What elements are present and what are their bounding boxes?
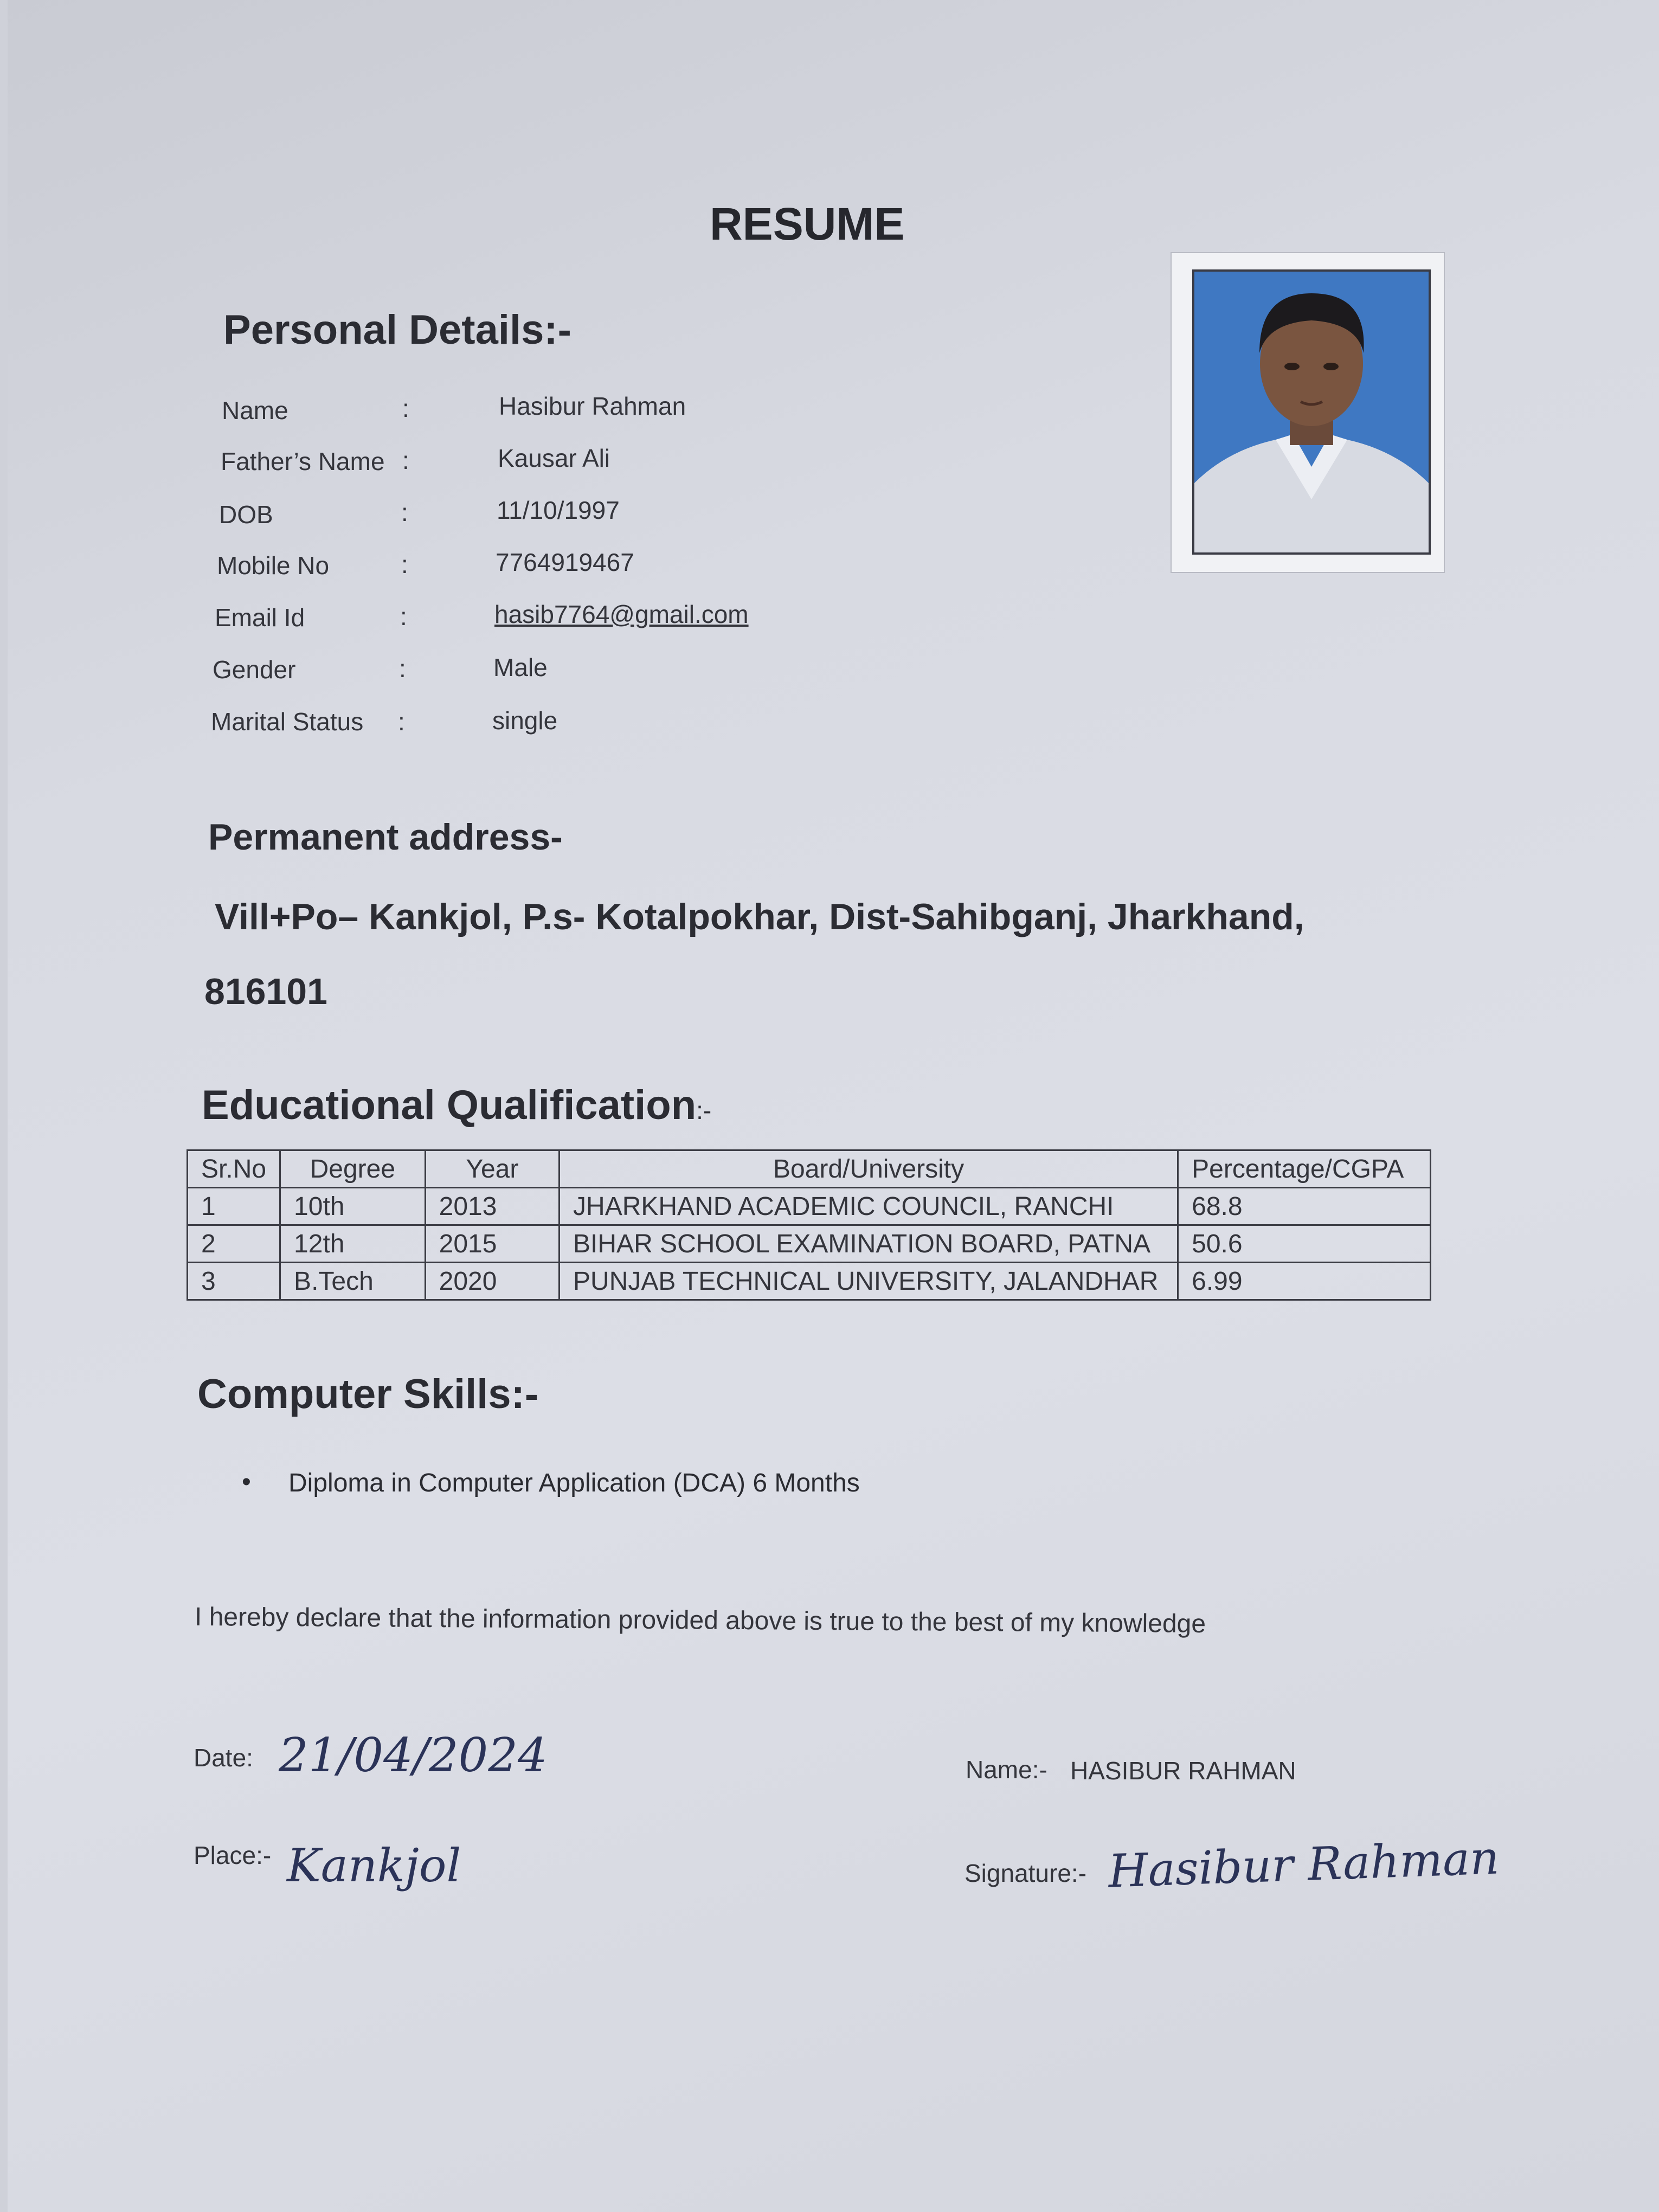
signature-handwritten: Hasibur Rahman: [1107, 1831, 1500, 1898]
label-email: Email Id: [215, 603, 305, 632]
label-name: Name: [222, 396, 288, 425]
date-handwritten: 21/04/2024: [279, 1728, 548, 1783]
person-portrait-icon: [1194, 272, 1429, 552]
resume-page: [8, 0, 1659, 2212]
cell-degree: B.Tech: [280, 1263, 426, 1300]
cell-degree: 10th: [280, 1188, 426, 1225]
value-mobile: 7764919467: [496, 548, 634, 576]
value-father-name: Kausar Ali: [498, 444, 610, 472]
label-gender: Gender: [213, 655, 296, 684]
column-header: Board/University: [560, 1150, 1178, 1188]
cell-year: 2020: [425, 1263, 559, 1300]
label-father-name: Father’s Name: [221, 447, 385, 475]
address-heading: Permanent address-: [208, 816, 563, 858]
cell-percentage: 50.6: [1178, 1225, 1431, 1263]
colon: :: [401, 498, 408, 526]
address-line-2: 816101: [204, 971, 327, 1012]
cell-percentage: 6.99: [1178, 1263, 1431, 1300]
page-title: RESUME: [710, 198, 905, 249]
cell-board: JHARKHAND ACADEMIC COUNCIL, RANCHI: [560, 1188, 1178, 1225]
footer-name-label: Name:-: [966, 1756, 1047, 1784]
table-header-row: [188, 1150, 1431, 1188]
cell-board: PUNJAB TECHNICAL UNIVERSITY, JALANDHAR: [560, 1263, 1178, 1300]
cell-percentage: 68.8: [1178, 1188, 1431, 1225]
cell-sr-no: 1: [188, 1188, 280, 1225]
colon: :: [399, 654, 406, 683]
signature-label: Signature:-: [964, 1859, 1087, 1887]
education-heading-text: Educational Qualification: [202, 1082, 697, 1128]
profile-photo-frame: [1171, 252, 1445, 573]
column-header: Percentage/CGPA: [1178, 1150, 1431, 1188]
skill-item: Diploma in Computer Application (DCA) 6 Months: [288, 1469, 860, 1497]
place-label: Place:-: [194, 1841, 272, 1869]
bullet-icon: •: [242, 1468, 251, 1496]
column-header: Sr.No: [188, 1150, 280, 1188]
column-header: Degree: [280, 1150, 426, 1188]
colon: :: [402, 446, 409, 474]
personal-details-heading: Personal Details:-: [223, 307, 571, 353]
address-line-1: Vill+Po– Kankjol, P.s- Kotalpokhar, Dist-Sahibganj, Jharkhand,: [215, 896, 1304, 937]
education-heading: [202, 1082, 711, 1129]
place-handwritten: Kankjol: [287, 1839, 461, 1892]
colon: :: [402, 394, 409, 422]
value-gender: Male: [493, 653, 548, 681]
education-table: [187, 1149, 1431, 1301]
cell-board: BIHAR SCHOOL EXAMINATION BOARD, PATNA: [560, 1225, 1178, 1263]
colon: :: [401, 550, 408, 578]
cell-year: 2015: [425, 1225, 559, 1263]
label-dob: DOB: [219, 500, 273, 529]
value-dob: 11/10/1997: [497, 496, 620, 524]
value-marital-status: single: [492, 706, 558, 735]
footer-name-value: HASIBUR RAHMAN: [1070, 1757, 1296, 1785]
label-marital-status: Marital Status: [211, 708, 364, 736]
date-label: Date:: [194, 1744, 253, 1772]
colon: :: [400, 602, 407, 631]
education-heading-suffix: :-: [696, 1096, 712, 1124]
value-name: Hasibur Rahman: [499, 392, 686, 420]
label-mobile: Mobile No: [217, 551, 330, 580]
skills-heading: Computer Skills:-: [197, 1371, 539, 1417]
declaration-text: I hereby declare that the information provided above is true to the best of my knowledge: [194, 1603, 1206, 1639]
colon: :: [398, 708, 405, 736]
column-header: Year: [425, 1150, 559, 1188]
cell-sr-no: 2: [188, 1225, 280, 1263]
table-row: [188, 1188, 1431, 1225]
profile-photo: [1192, 269, 1431, 555]
cell-year: 2013: [425, 1188, 559, 1225]
cell-degree: 12th: [280, 1225, 426, 1263]
cell-sr-no: 3: [188, 1263, 280, 1300]
table-row: [188, 1225, 1431, 1263]
value-email-link[interactable]: hasib7764@gmail.com: [494, 600, 749, 628]
table-row: [188, 1263, 1431, 1300]
